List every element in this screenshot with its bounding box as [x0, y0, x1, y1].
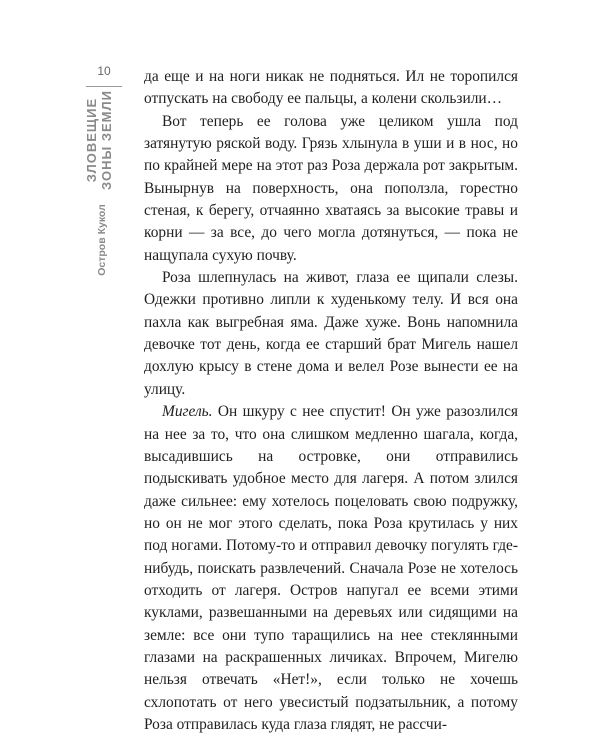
body-text	[144, 66, 518, 736]
margin-column	[84, 64, 124, 304]
running-title: Остров Кукол	[96, 204, 108, 276]
series-title-line-1: ЗЛОВЕЩИЕ	[84, 97, 99, 183]
italic-name: Мигель.	[162, 403, 213, 421]
paragraph-text: Он шкуру с нее спустит! Он уже разозлился на нее за то, что она слишком медленно шагала, когда, высадившись на островке, они отправились подыскивать удобное место для лагеря. А потом злился даже сильнее: ему хотелось поцеловать свою подружку, но он не мог этого сделать, пока Роза крутилась у них под ногами. Потому-то и отправил девочку погулять где-нибудь, поискать развлечений. Сначала Розе не хотелось отходить от лагеря. Остров напугал ее всеми этими куклами, развешанными на деревьях или сидящими на земле: все они тупо таращились на нее стеклянными глазами на раскрашенных личиках. Впрочем, Мигелю нельзя отвечать «Нет!», если только не хочешь схлопотать от него увесистый подзатыльник, а потому Роза отправилась куда глаза глядят, не рассчи-	[144, 403, 518, 733]
paragraph: Вот теперь ее голова уже целиком ушла под затянутую ряской воду. Грязь хлынула в уши и в нос, но по крайней мере на этот раз Роза держала рот закрытым. Вынырнув на поверхность, она поползла, горестно стеная, к берегу, отчаянно хватаясь за высокие травы и корни — за все, до чего могла дотянуться, — пока не нащупала сухую почву.	[144, 112, 518, 264]
paragraph	[144, 401, 518, 736]
page-number-divider	[86, 86, 122, 87]
page-number: 10	[97, 64, 111, 78]
paragraph: да еще и на ноги никак не подняться. Ил не торопился отпускать на свободу ее пальцы, а колени скользили…	[144, 68, 518, 108]
series-title-line-2: ЗОНЫ ЗЕМЛИ	[99, 90, 114, 190]
paragraph: Роза шлепнулась на живот, глаза ее щипали слезы. Одежки противно липли к худенькому телу. И вся она пахла как выгребная яма. Даже хуже. Вонь напомнила девочке тот день, когда ее старший брат Мигель нашел дохлую крысу в стене дома и велел Розе вынести ее на улицу.	[144, 269, 518, 398]
series-title	[84, 90, 124, 190]
